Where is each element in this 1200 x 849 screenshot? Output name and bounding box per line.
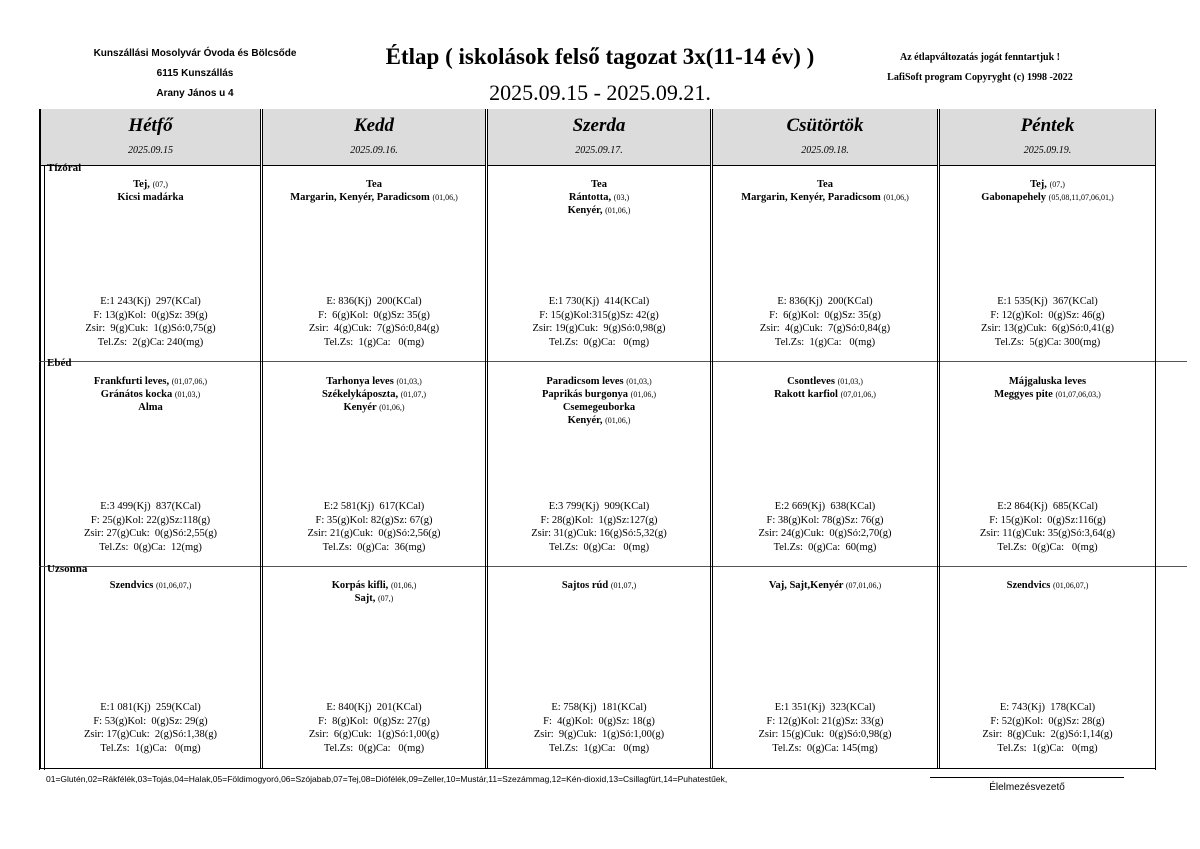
allergen-codes: (03,) bbox=[613, 193, 630, 202]
nutrition-line: F: 52(g)Kol: 0(g)Sz: 28(g) bbox=[990, 715, 1105, 727]
nutrition-line: F: 13(g)Kol: 0(g)Sz: 39(g) bbox=[93, 309, 208, 321]
menu-item-name: Tea bbox=[817, 179, 833, 190]
nutrition-line: E:2 669(Kj) 638(KCal) bbox=[774, 501, 876, 512]
day-header bbox=[713, 109, 937, 166]
nutrition-line: Zsir: 6(g)Cuk: 1(g)Só:1,00(g) bbox=[308, 729, 440, 740]
nutrition-line: E: 836(Kj) 200(KCal) bbox=[326, 296, 422, 307]
allergen-codes: (01,07,) bbox=[610, 581, 637, 590]
menu-item bbox=[940, 191, 1155, 204]
allergen-codes: (07,) bbox=[152, 180, 168, 189]
nutrition-line: Zsir: 21(g)Cuk: 0(g)Só:2,56(g) bbox=[307, 528, 441, 539]
day-header bbox=[940, 109, 1155, 166]
menu-item bbox=[263, 401, 485, 414]
meal-label-tizorai: Tízórai bbox=[47, 162, 82, 174]
nutrition-line: F: 12(g)Kol: 0(g)Sz: 46(g) bbox=[990, 309, 1105, 321]
org-street: Arany János u 4 bbox=[156, 88, 234, 99]
nutrition-line: Tel.Zs: 1(g)Ca: 0(mg) bbox=[774, 336, 876, 348]
day-column bbox=[40, 109, 261, 768]
nutrition-line: Zsir: 4(g)Cuk: 7(g)Só:0,84(g) bbox=[308, 323, 440, 334]
menu-item bbox=[41, 375, 260, 388]
allergen-codes: (01,06,) bbox=[379, 403, 405, 412]
day-date: 2025.09.18. bbox=[801, 145, 849, 156]
date-range: 2025.09.15 - 2025.09.21. bbox=[489, 80, 711, 105]
nutrition-line: Tel.Zs: 0(g)Ca: 0(mg) bbox=[997, 541, 1098, 553]
nutrition-line: Tel.Zs: 0(g)Ca: 36(mg) bbox=[322, 541, 426, 553]
nutrition-line: Tel.Zs: 2(g)Ca: 240(mg) bbox=[97, 336, 204, 348]
day-date: 2025.09.15 bbox=[128, 145, 173, 156]
meal-label-uzsonna: Uzsonna bbox=[47, 563, 88, 575]
nutrition-line: Zsir: 31(g)Cuk: 16(g)Só:5,32(g) bbox=[531, 528, 667, 539]
day-header bbox=[263, 109, 485, 166]
nutrition-line: Zsir: 11(g)Cuk: 35(g)Só:3,64(g) bbox=[979, 528, 1116, 539]
allergen-codes: (01,06,) bbox=[432, 193, 458, 202]
menu-item bbox=[263, 579, 485, 592]
menu-item-name: Tej, bbox=[133, 179, 150, 190]
allergen-codes: (07,01,06,) bbox=[840, 390, 876, 399]
allergen-codes: (01,06,) bbox=[630, 390, 656, 399]
menu-item bbox=[41, 178, 260, 191]
nutrition-line: E: 836(Kj) 200(KCal) bbox=[777, 296, 873, 307]
menu-item bbox=[713, 178, 937, 191]
allergen-codes: (01,03,) bbox=[174, 390, 201, 399]
nutrition-line: Tel.Zs: 1(g)Ca: 0(mg) bbox=[100, 742, 201, 754]
menu-item-name: Csemegeuborka bbox=[562, 402, 636, 413]
meal-label-ebed: Ebéd bbox=[47, 357, 72, 369]
allergen-codes: (01,07,) bbox=[400, 390, 427, 399]
meal-items bbox=[263, 178, 485, 204]
menu-item bbox=[940, 579, 1155, 592]
day-column bbox=[712, 109, 938, 768]
change-notice: Az étlapváltozatás jogát fenntartjuk ! bbox=[900, 52, 1060, 63]
menu-item bbox=[41, 579, 260, 592]
nutrition-info bbox=[488, 500, 710, 554]
nutrition-info bbox=[940, 295, 1155, 349]
menu-item bbox=[488, 579, 710, 592]
menu-item-name: Szendvics bbox=[109, 580, 154, 591]
nutrition-info bbox=[263, 500, 485, 554]
allergen-codes: (01,03,) bbox=[396, 377, 422, 386]
menu-item-name: Májgaluska leves bbox=[1008, 376, 1087, 387]
meal-items bbox=[940, 375, 1155, 401]
menu-item-name: Kicsi madárka bbox=[117, 192, 184, 203]
menu-item-name: Gabonapehely bbox=[981, 192, 1047, 203]
nutrition-line: Tel.Zs: 0(g)Ca: 60(mg) bbox=[773, 541, 877, 553]
menu-item-name: Meggyes pite bbox=[994, 389, 1053, 400]
nutrition-line: Tel.Zs: 1(g)Ca: 0(mg) bbox=[997, 742, 1098, 754]
nutrition-line: E:1 730(Kj) 414(KCal) bbox=[548, 296, 650, 307]
nutrition-line: E:3 499(Kj) 837(KCal) bbox=[100, 501, 201, 512]
nutrition-line: Tel.Zs: 0(g)Ca: 0(mg) bbox=[323, 742, 425, 754]
menu-item bbox=[940, 388, 1155, 401]
nutrition-line: Zsir: 27(g)Cuk: 0(g)Só:2,55(g) bbox=[84, 528, 217, 539]
menu-item-name: Rántotta, bbox=[568, 192, 612, 203]
copyright-notice: LafiSoft program Copyryght (c) 1998 -2022 bbox=[887, 72, 1073, 83]
menu-item-name: Frankfurti leves, bbox=[93, 376, 170, 387]
day-date: 2025.09.16. bbox=[350, 145, 398, 156]
nutrition-line: Zsir: 24(g)Cuk: 0(g)Só:2,70(g) bbox=[758, 528, 892, 539]
day-header bbox=[41, 109, 260, 166]
nutrition-info bbox=[41, 295, 260, 349]
signature-line bbox=[930, 777, 1124, 778]
day-date: 2025.09.19. bbox=[1023, 145, 1072, 156]
nutrition-info bbox=[41, 500, 260, 554]
nutrition-line: F: 8(g)Kol: 0(g)Sz: 27(g) bbox=[318, 715, 430, 727]
day-column bbox=[487, 109, 711, 768]
nutrition-line: E:1 243(Kj) 297(KCal) bbox=[100, 296, 201, 307]
allergen-codes: (07,) bbox=[1049, 180, 1065, 189]
organization-info bbox=[60, 44, 330, 104]
nutrition-line: Zsir: 15(g)Cuk: 0(g)Só:0,98(g) bbox=[758, 729, 892, 740]
meal-items bbox=[713, 178, 937, 204]
nutrition-line: Zsir: 19(g)Cuk: 9(g)Só:0,98(g) bbox=[532, 323, 666, 334]
page-title: Étlap ( iskolások felső tagozat 3x(11-14 év) ) bbox=[385, 44, 815, 69]
day-name: Hétfő bbox=[128, 115, 173, 136]
menu-item bbox=[488, 401, 710, 414]
nutrition-line: E: 840(Kj) 201(KCal) bbox=[326, 702, 422, 713]
menu-item bbox=[488, 388, 710, 401]
day-header bbox=[488, 109, 710, 166]
nutrition-line: F: 6(g)Kol: 0(g)Sz: 35(g) bbox=[318, 309, 430, 321]
nutrition-line: Tel.Zs: 0(g)Ca: 12(mg) bbox=[99, 541, 202, 553]
menu-item-name: Vaj, Sajt,Kenyér bbox=[768, 580, 844, 591]
nutrition-info bbox=[713, 295, 937, 349]
nutrition-line: Zsir: 8(g)Cuk: 2(g)Só:1,14(g) bbox=[982, 729, 1113, 740]
allergen-codes: (01,07,06,) bbox=[171, 377, 208, 386]
allergen-codes: (07,) bbox=[378, 594, 394, 603]
menu-item-name: Tea bbox=[366, 179, 382, 190]
signature-label: Élelmezésvezető bbox=[989, 782, 1065, 793]
meal-items bbox=[940, 579, 1155, 592]
allergen-codes: (01,07,06,03,) bbox=[1055, 390, 1101, 399]
nutrition-line: F: 6(g)Kol: 0(g)Sz: 35(g) bbox=[769, 309, 881, 321]
meal-items bbox=[41, 178, 260, 204]
nutrition-line: Tel.Zs: 0(g)Ca: 145(mg) bbox=[772, 742, 878, 754]
menu-item-name: Rakott karfiol bbox=[774, 389, 838, 400]
nutrition-info bbox=[488, 701, 710, 755]
allergen-codes: (01,06,07,) bbox=[156, 581, 192, 590]
meal-items bbox=[940, 178, 1155, 204]
menu-item-name: Sajtos rúd bbox=[561, 580, 609, 591]
menu-item bbox=[940, 178, 1155, 191]
nutrition-info bbox=[41, 701, 260, 755]
nutrition-line: E: 743(Kj) 178(KCal) bbox=[999, 702, 1096, 713]
nutrition-info bbox=[263, 295, 485, 349]
nutrition-line: F: 28(g)Kol: 1(g)Sz:127(g) bbox=[540, 514, 658, 526]
nutrition-line: E:1 081(Kj) 259(KCal) bbox=[100, 702, 201, 713]
meal-items bbox=[41, 579, 260, 592]
nutrition-line: Tel.Zs: 5(g)Ca: 300(mg) bbox=[994, 336, 1101, 348]
nutrition-info bbox=[488, 295, 710, 349]
allergen-codes: (01,06,) bbox=[883, 193, 909, 202]
menu-item-name: Alma bbox=[138, 402, 163, 413]
nutrition-line: E:2 864(Kj) 685(KCal) bbox=[997, 501, 1098, 512]
meal-items bbox=[488, 178, 710, 217]
allergen-codes: (01,03,) bbox=[626, 377, 652, 386]
day-date: 2025.09.17. bbox=[575, 145, 623, 156]
nutrition-line: E:3 799(Kj) 909(KCal) bbox=[548, 501, 650, 512]
allergen-codes: (01,03,) bbox=[837, 377, 863, 386]
meal-items bbox=[488, 579, 710, 592]
menu-item-name: Tej, bbox=[1030, 179, 1047, 190]
menu-item bbox=[41, 388, 260, 401]
nutrition-line: E:2 581(Kj) 617(KCal) bbox=[323, 501, 425, 512]
menu-item bbox=[263, 178, 485, 191]
menu-item bbox=[263, 592, 485, 605]
menu-item-name: Székelykáposzta, bbox=[321, 389, 399, 400]
meal-items bbox=[263, 375, 485, 414]
menu-item bbox=[488, 375, 710, 388]
allergen-legend: 01=Glutén,02=Rákfélék,03=Tojás,04=Halak,05=Földimogyoró,06=Szójabab,07=Tej,08=Diófélék,09=Zeller,10=Mustár,11=Szezámmag,12=Kén-dioxid,13=Csillagfürt,14=Puhatestűek, bbox=[46, 774, 728, 784]
menu-item bbox=[713, 191, 937, 204]
allergen-codes: (07,01,06,) bbox=[845, 581, 882, 590]
nutrition-line: F: 15(g)Kol: 0(g)Sz:116(g) bbox=[989, 514, 1106, 526]
nutrition-info bbox=[940, 500, 1155, 554]
day-name: Kedd bbox=[353, 115, 395, 136]
menu-item bbox=[488, 178, 710, 191]
allergen-codes: (01,06,) bbox=[390, 581, 417, 590]
day-name: Szerda bbox=[572, 115, 626, 136]
day-name: Péntek bbox=[1020, 115, 1075, 136]
menu-item bbox=[41, 401, 260, 414]
nutrition-info bbox=[713, 500, 937, 554]
meal-items bbox=[41, 375, 260, 414]
meal-items bbox=[713, 375, 937, 401]
meal-items bbox=[488, 375, 710, 427]
nutrition-line: E: 758(Kj) 181(KCal) bbox=[551, 702, 647, 713]
nutrition-line: Tel.Zs: 0(g)Ca: 0(mg) bbox=[548, 336, 650, 348]
nutrition-line: F: 35(g)Kol: 82(g)Sz: 67(g) bbox=[315, 514, 433, 526]
menu-item bbox=[263, 375, 485, 388]
nutrition-line: Tel.Zs: 1(g)Ca: 0(mg) bbox=[323, 336, 425, 348]
menu-item-name: Szendvics bbox=[1006, 580, 1051, 591]
day-column bbox=[939, 109, 1156, 768]
org-name: Kunszállási Mosolyvár Óvoda és Bölcsőde bbox=[93, 48, 297, 59]
nutrition-line: F: 4(g)Kol: 0(g)Sz: 18(g) bbox=[543, 715, 655, 727]
menu-item bbox=[263, 191, 485, 204]
menu-item-name: Csontleves bbox=[787, 376, 835, 387]
nutrition-line: F: 12(g)Kol: 21(g)Sz: 33(g) bbox=[766, 715, 884, 727]
nutrition-line: Zsir: 17(g)Cuk: 2(g)Só:1,38(g) bbox=[84, 729, 217, 740]
table-border-bottom bbox=[39, 768, 1156, 769]
meal-items bbox=[713, 579, 937, 592]
menu-item bbox=[713, 579, 937, 592]
nutrition-line: Zsir: 4(g)Cuk: 7(g)Só:0,84(g) bbox=[759, 323, 891, 334]
nutrition-line: F: 38(g)Kol: 78(g)Sz: 76(g) bbox=[766, 514, 884, 526]
allergen-codes: (01,06,) bbox=[605, 206, 631, 215]
menu-item-name: Margarin, Kenyér, Paradicsom bbox=[290, 192, 430, 203]
menu-item bbox=[488, 191, 710, 204]
nutrition-line: Zsir: 9(g)Cuk: 1(g)Só:0,75(g) bbox=[85, 323, 216, 334]
nutrition-line: Zsir: 13(g)Cuk: 6(g)Só:0,41(g) bbox=[981, 323, 1114, 334]
nutrition-info bbox=[940, 701, 1155, 755]
meal-items bbox=[263, 579, 485, 605]
menu-item bbox=[940, 375, 1155, 388]
menu-item-name: Korpás kifli, bbox=[331, 580, 389, 591]
nutrition-line: Tel.Zs: 1(g)Ca: 0(mg) bbox=[548, 742, 650, 754]
menu-item-name: Sajt, bbox=[354, 593, 376, 604]
nutrition-line: F: 25(g)Kol: 22(g)Sz:118(g) bbox=[90, 514, 211, 526]
menu-item bbox=[488, 204, 710, 217]
menu-item-name: Kenyér, bbox=[567, 415, 603, 426]
nutrition-line: E:1 351(Kj) 323(KCal) bbox=[774, 702, 876, 713]
nutrition-line: F: 53(g)Kol: 0(g)Sz: 29(g) bbox=[93, 715, 208, 727]
allergen-codes: (05,08,11,07,06,01,) bbox=[1048, 193, 1114, 202]
menu-item bbox=[713, 375, 937, 388]
menu-item bbox=[263, 388, 485, 401]
menu-item-name: Paprikás burgonya bbox=[541, 389, 629, 400]
menu-item-name: Tarhonya leves bbox=[326, 376, 394, 387]
menu-item-name: Kenyér, bbox=[567, 205, 603, 216]
menu-item bbox=[713, 388, 937, 401]
menu-item-name: Paradicsom leves bbox=[546, 376, 624, 387]
day-column bbox=[262, 109, 486, 768]
nutrition-line: E:1 535(Kj) 367(KCal) bbox=[997, 296, 1098, 307]
menu-item-name: Margarin, Kenyér, Paradicsom bbox=[741, 192, 881, 203]
nutrition-line: F: 15(g)Kol:315(g)Sz: 42(g) bbox=[539, 309, 659, 321]
day-name: Csütörtök bbox=[786, 115, 864, 136]
menu-item-name: Kenyér bbox=[343, 402, 377, 413]
menu-item-name: Gránátos kocka bbox=[100, 389, 173, 400]
allergen-codes: (01,06,) bbox=[605, 416, 631, 425]
allergen-codes: (01,06,07,) bbox=[1053, 581, 1089, 590]
nutrition-info bbox=[713, 701, 937, 755]
nutrition-line: Tel.Zs: 0(g)Ca: 0(mg) bbox=[548, 541, 650, 553]
nutrition-info bbox=[263, 701, 485, 755]
org-zip: 6115 Kunszállás bbox=[156, 68, 234, 79]
menu-item bbox=[41, 191, 260, 204]
nutrition-line: Zsir: 9(g)Cuk: 1(g)Só:1,00(g) bbox=[533, 729, 665, 740]
menu-item bbox=[488, 414, 710, 427]
menu-item-name: Tea bbox=[591, 179, 607, 190]
